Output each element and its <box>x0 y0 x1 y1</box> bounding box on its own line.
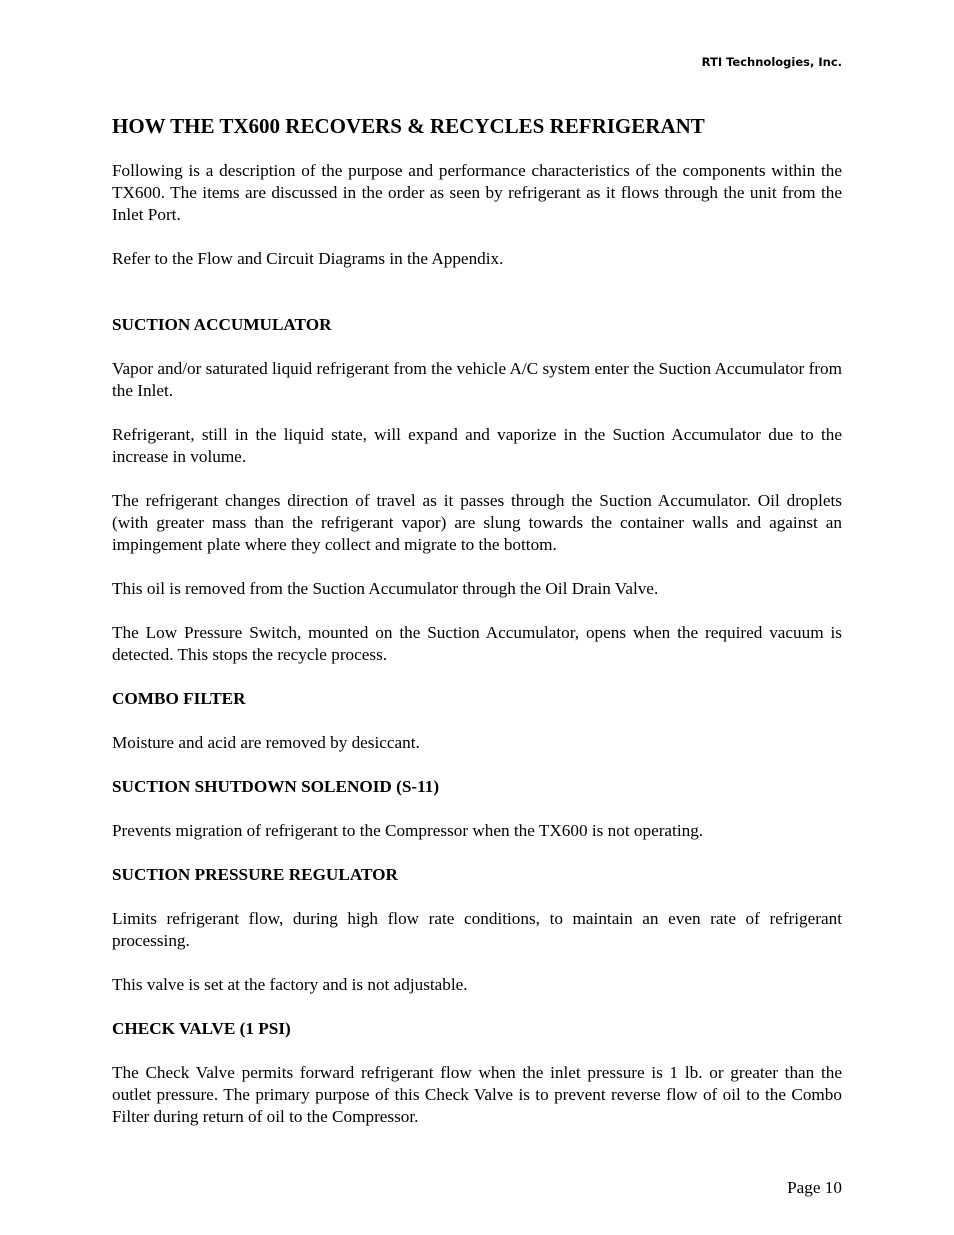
section-paragraph: Refrigerant, still in the liquid state, will expand and vaporize in the Suction Accumulator due to the increase in volume. <box>112 425 842 466</box>
company-header: RTI Technologies, Inc. <box>701 55 842 69</box>
section-paragraph: Limits refrigerant flow, during high flow rate conditions, to maintain an even rate of refrigerant processing. <box>112 909 842 950</box>
section-paragraph: The Check Valve permits forward refrigerant flow when the inlet pressure is 1 lb. or greater than the outlet pressure. The primary purpose of this Check Valve is to prevent reverse flow of oil to the Combo Filter during return of oil to the Compressor. <box>112 1063 842 1126</box>
page-number: Page 10 <box>787 1178 842 1197</box>
section-paragraph: The Low Pressure Switch, mounted on the Suction Accumulator, opens when the required vacuum is detected. This stops the recycle process. <box>112 623 842 664</box>
intro-paragraph: Refer to the Flow and Circuit Diagrams in the Appendix. <box>112 249 504 268</box>
section-paragraph: This oil is removed from the Suction Accumulator through the Oil Drain Valve. <box>112 579 659 598</box>
section-paragraph: This valve is set at the factory and is not adjustable. <box>112 975 468 994</box>
section-heading-suction-accumulator: SUCTION ACCUMULATOR <box>112 315 332 334</box>
section-paragraph: Vapor and/or saturated liquid refrigerant from the vehicle A/C system enter the Suction Accumulator from the Inlet. <box>112 359 842 400</box>
section-heading-check-valve: CHECK VALVE (1 PSI) <box>112 1019 291 1038</box>
page-content <box>112 113 842 1128</box>
section-heading-suction-shutdown-solenoid: SUCTION SHUTDOWN SOLENOID (S-11) <box>112 777 440 796</box>
section-paragraph: Prevents migration of refrigerant to the Compressor when the TX600 is not operating. <box>112 821 704 840</box>
intro-paragraph: Following is a description of the purpose and performance characteristics of the components within the TX600. The items are discussed in the order as seen by refrigerant as it flows through the unit from the Inlet Port. <box>112 161 842 224</box>
page-title: HOW THE TX600 RECOVERS & RECYCLES REFRIGERANT <box>112 114 705 138</box>
section-heading-combo-filter: COMBO FILTER <box>112 689 246 708</box>
section-paragraph: The refrigerant changes direction of travel as it passes through the Suction Accumulator. Oil droplets (with greater mass than the refrigerant vapor) are slung towards the container walls and against an impingement plate where they collect and migrate to the bottom. <box>112 491 842 554</box>
section-paragraph: Moisture and acid are removed by desiccant. <box>112 733 420 752</box>
section-heading-suction-pressure-regulator: SUCTION PRESSURE REGULATOR <box>112 865 398 884</box>
